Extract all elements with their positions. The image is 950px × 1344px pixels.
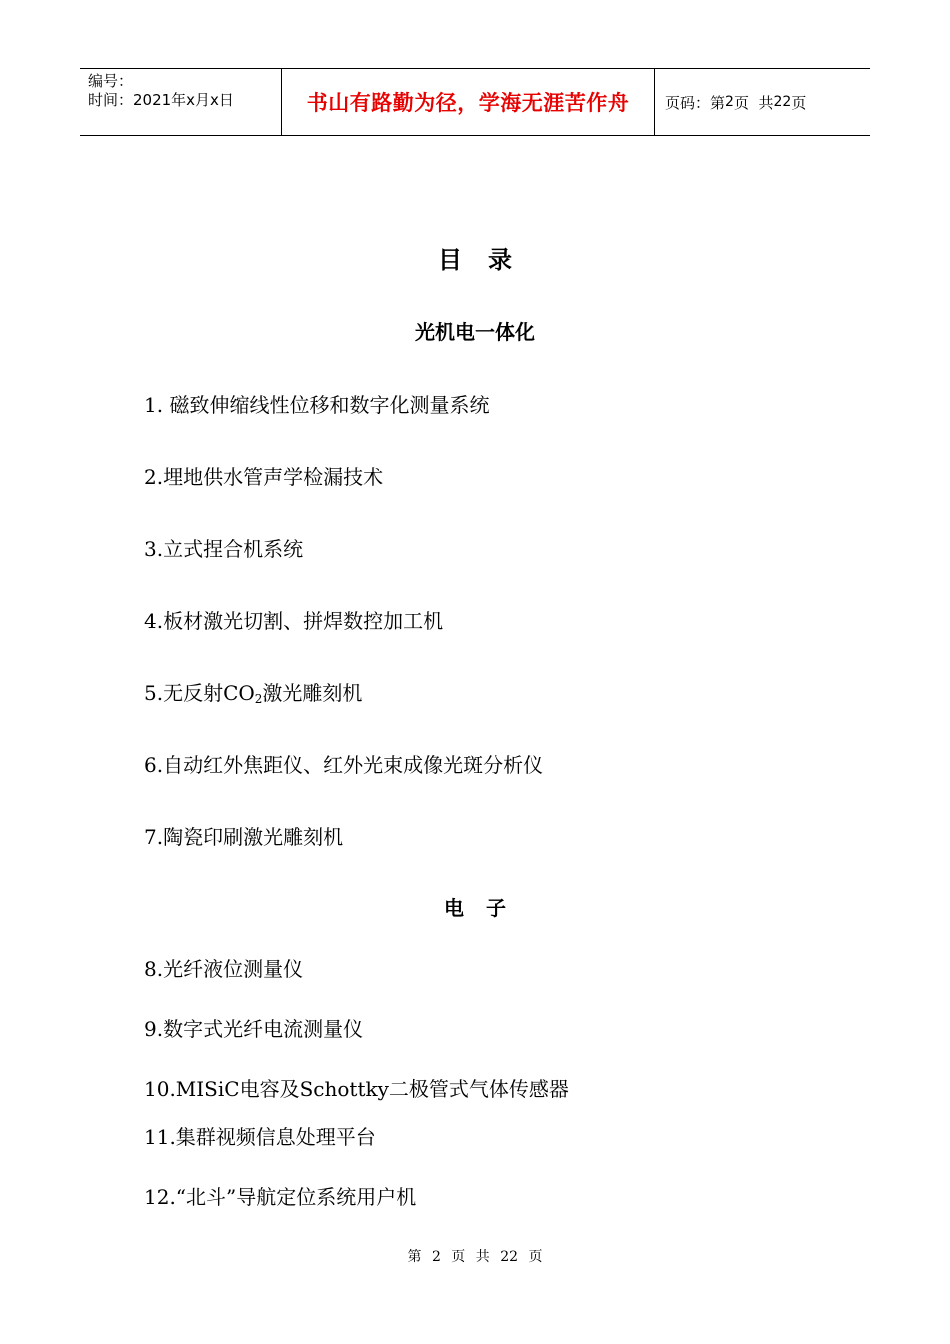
header-motto: 书山有路勤为径，学海无涯苦作舟 bbox=[282, 69, 655, 135]
header-meta-cell bbox=[80, 69, 282, 135]
toc-item-text: 激光雕刻机 bbox=[262, 681, 363, 705]
page-header bbox=[80, 68, 870, 136]
page-mid-label: 页 共 bbox=[733, 93, 774, 112]
toc-item: 4.板材激光切割、拼焊数控加工机 bbox=[144, 609, 444, 633]
number-label: 编号： bbox=[88, 72, 134, 90]
page-end-label: 页 bbox=[791, 93, 807, 112]
toc-item: 1. 磁致伸缩线性位移和数字化测量系统 bbox=[144, 393, 490, 417]
toc-item: 7.陶瓷印刷激光雕刻机 bbox=[144, 825, 344, 849]
toc-item: 8.光纤液位测量仪 bbox=[144, 957, 304, 981]
toc-item-text: 5.无反射CO bbox=[144, 681, 255, 705]
toc-item: 2.埋地供水管声学检漏技术 bbox=[144, 465, 384, 489]
page-number: 2 bbox=[725, 94, 734, 110]
toc-item: 10.MISiC电容及Schottky二极管式气体传感器 bbox=[144, 1077, 569, 1101]
page-label: 页码：第 bbox=[665, 93, 726, 112]
toc-item: 12.“北斗”导航定位系统用户机 bbox=[144, 1185, 417, 1209]
section-heading-optomechatronics: 光机电一体化 bbox=[415, 320, 535, 344]
toc-item: 6.自动红外焦距仪、红外光束成像光斑分析仪 bbox=[144, 753, 544, 777]
page-footer: 第 2 页 共 22 页 bbox=[407, 1249, 543, 1265]
toc-item: 9.数字式光纤电流测量仪 bbox=[144, 1017, 364, 1041]
toc-item: 3.立式捏合机系统 bbox=[144, 537, 304, 561]
toc-item bbox=[144, 677, 362, 706]
time-label: 时间：2021年x月x日 bbox=[88, 91, 234, 109]
header-page-info bbox=[655, 69, 870, 135]
page-total: 22 bbox=[773, 94, 792, 110]
document-title: 目录 bbox=[438, 246, 538, 274]
subscript-two: 2 bbox=[254, 692, 263, 706]
toc-item: 11.集群视频信息处理平台 bbox=[144, 1125, 376, 1149]
section-heading-electronics: 电子 bbox=[444, 896, 528, 920]
